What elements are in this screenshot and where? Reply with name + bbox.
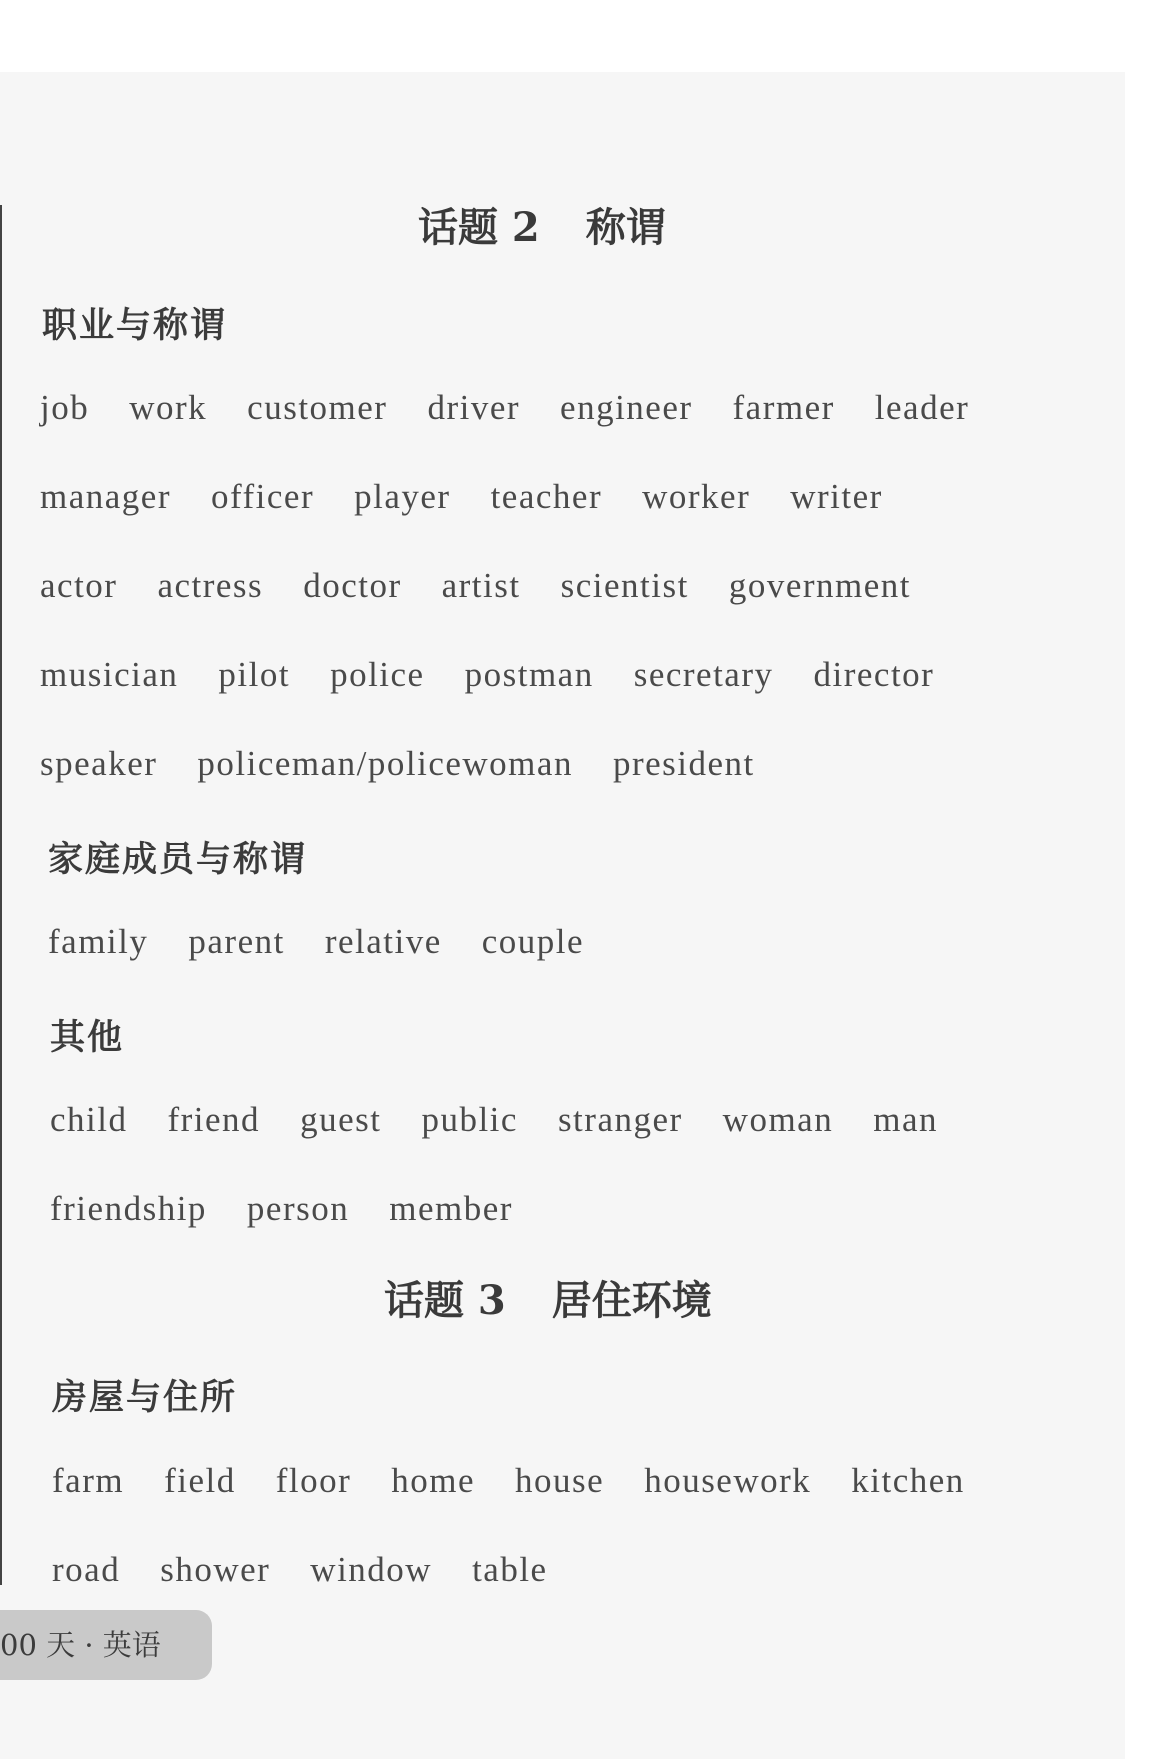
section-heading-family: 家庭成员与称谓 [48,840,308,880]
vocab-word: engineer [560,388,693,427]
vocab-word: field [164,1461,236,1500]
word-row [40,378,1020,438]
vocab-word: teacher [490,477,603,516]
vocab-word: secretary [633,655,774,694]
vocab-word: parent [188,922,285,961]
footer-label: 00 天 · 英语 [0,1628,161,1662]
topic-2-number: 话题 2 [418,204,540,251]
vocab-word: woman [722,1100,834,1139]
vocab-word: home [391,1461,476,1500]
vocab-word: stranger [557,1100,683,1139]
word-row [40,467,1020,527]
vocab-word: table [472,1550,548,1589]
topic-2-heading [418,196,666,253]
vocab-word: artist [441,566,521,605]
vocab-word: family [48,922,149,961]
vocab-word: speaker [40,744,158,783]
vocab-word: job [40,388,90,427]
word-row [50,1179,1030,1239]
vocab-word: public [421,1100,518,1139]
topic-3-number: 话题 3 [384,1277,506,1324]
vocab-word: person [246,1189,350,1228]
vocab-word: doctor [303,566,402,605]
vocab-word: actor [40,566,118,605]
vocab-word: writer [790,477,883,516]
vocab-word: player [354,477,451,516]
vocab-word: farm [52,1461,125,1500]
vocab-word: road [52,1550,121,1589]
vocab-word: shower [160,1550,271,1589]
section-heading-occupations: 职业与称谓 [42,306,228,346]
vocab-word: government [728,566,911,605]
vocab-word: postman [464,655,594,694]
word-row [52,1540,1032,1600]
vocab-word: musician [40,655,179,694]
vocab-word: pilot [218,655,291,694]
word-row [40,556,1020,616]
vocab-word: floor [275,1461,352,1500]
section-heading-others: 其他 [50,1018,125,1058]
vocab-word: friendship [50,1189,207,1228]
vocab-word: work [129,388,208,427]
vocab-word: man [873,1100,938,1139]
vocab-word: manager [40,477,171,516]
vocab-word: president [612,744,755,783]
word-row [40,645,1020,705]
vocab-word: farmer [732,388,835,427]
vocab-word: kitchen [851,1461,965,1500]
footer-book-label [0,1610,212,1680]
topic-2-title: 称谓 [585,204,666,251]
word-row [52,1451,1032,1511]
section-heading-housing: 房屋与住所 [52,1378,238,1418]
vocab-word: relative [324,922,442,961]
vocab-word: guest [300,1100,382,1139]
vocab-word: policeman/policewoman [197,744,573,783]
vocab-word: officer [210,477,315,516]
word-row [50,1090,1030,1150]
vocab-word: friend [167,1100,261,1139]
word-row [48,912,1028,972]
topic-3-heading [384,1269,712,1326]
vocab-word: couple [481,922,585,961]
vocab-word: window [310,1550,433,1589]
vocab-word: housework [644,1461,812,1500]
vocab-word: actress [157,566,264,605]
vocab-word: director [813,655,935,694]
vocab-word: worker [642,477,751,516]
vocab-word: customer [247,388,388,427]
vocab-word: member [389,1189,513,1228]
topic-3-title: 居住环境 [551,1277,712,1324]
margin-line [0,205,2,1585]
vocab-word: scientist [560,566,689,605]
vocab-word: police [330,655,425,694]
vocab-word: driver [427,388,521,427]
vocab-word: child [50,1100,128,1139]
word-row [40,734,1020,794]
vocab-word: leader [874,388,970,427]
vocab-word: house [515,1461,605,1500]
